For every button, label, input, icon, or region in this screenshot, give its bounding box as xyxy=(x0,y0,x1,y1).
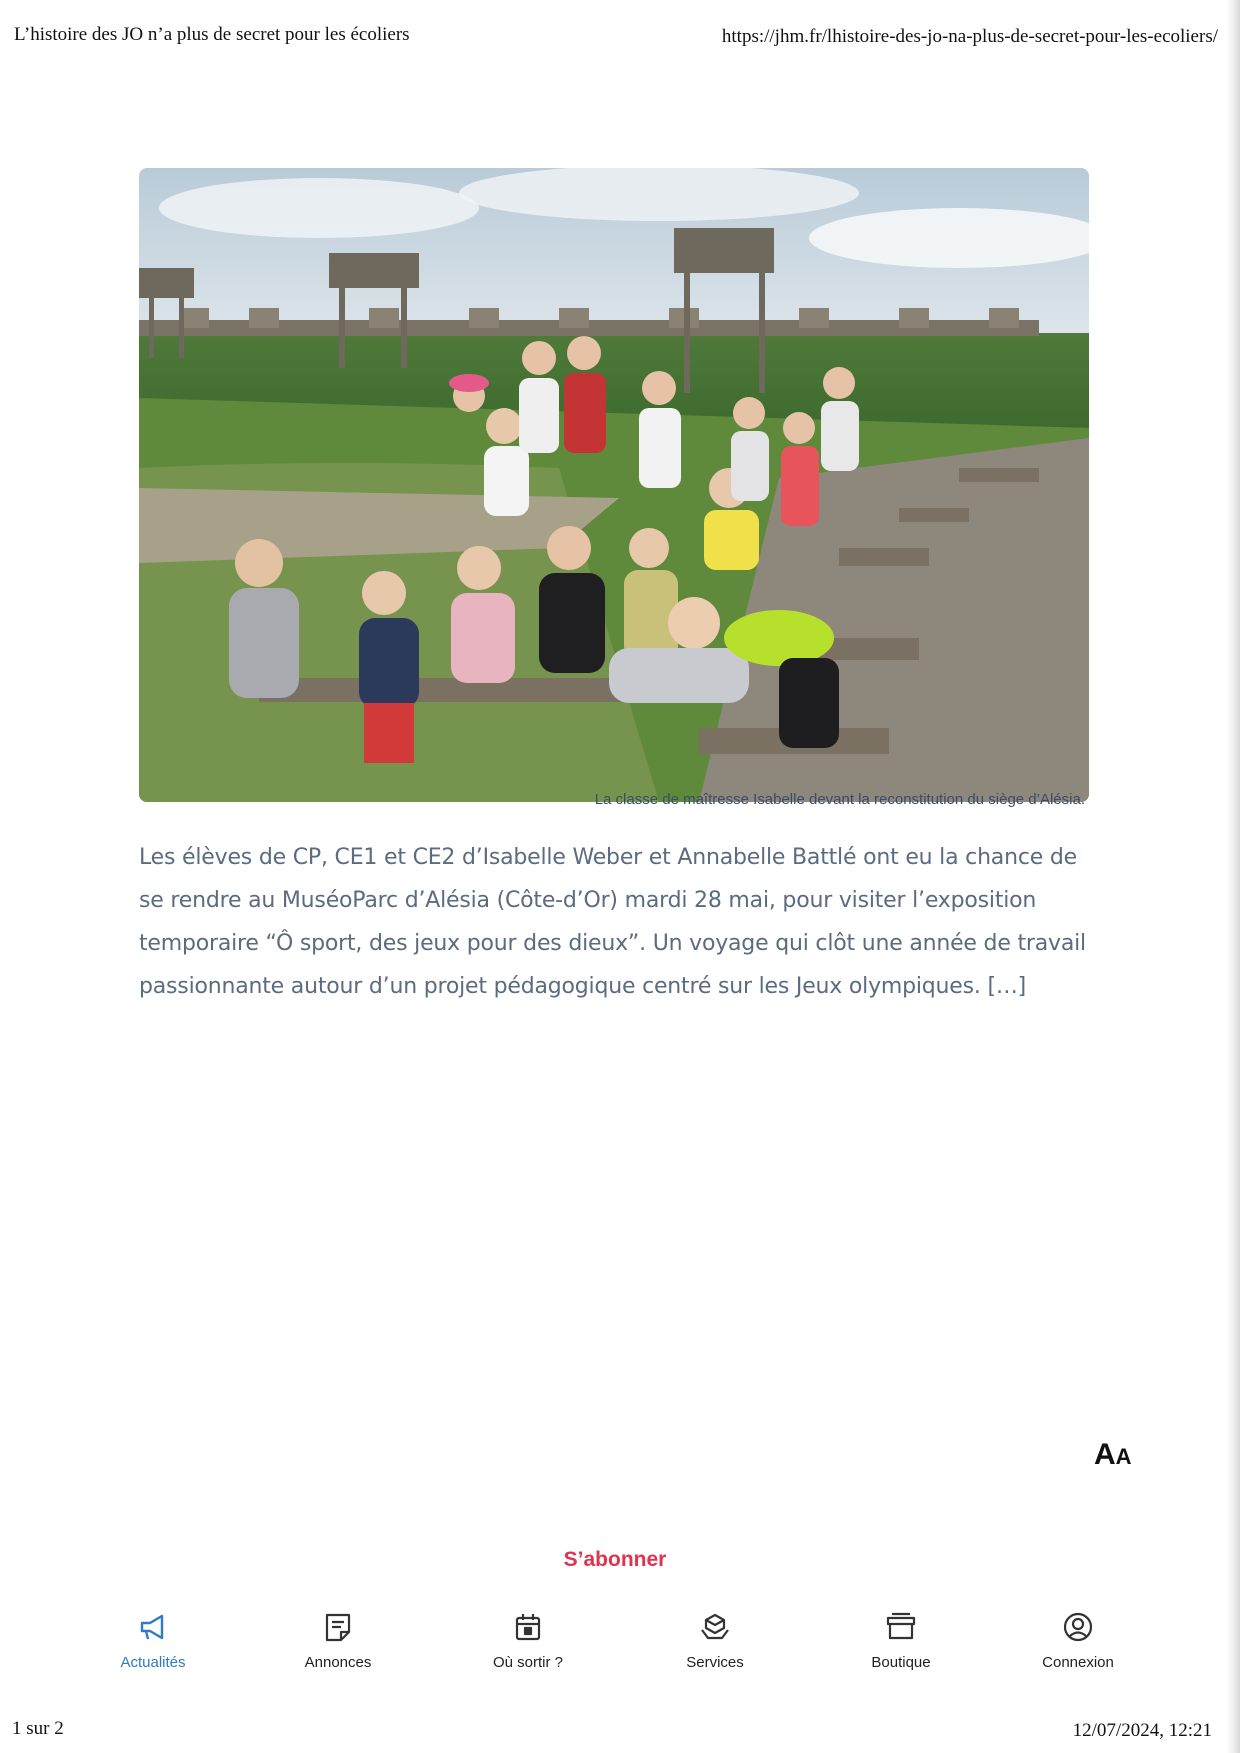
note-icon xyxy=(321,1610,355,1644)
nav-label-connexion: Connexion xyxy=(1042,1654,1114,1671)
nav-item-boutique[interactable] xyxy=(826,1610,976,1671)
print-header-title: L’histoire des JO n’a plus de secret pour les écoliers xyxy=(14,24,410,45)
print-footer-datetime: 12/07/2024, 12:21 xyxy=(1072,1720,1212,1741)
nav-label-annonces: Annonces xyxy=(304,1654,372,1671)
subscribe-button[interactable]: S’abonner xyxy=(563,1548,667,1571)
nav-label-actualites: Actualités xyxy=(120,1654,186,1671)
print-header-url: https://jhm.fr/lhistoire-des-jo-na-plus-de-secret-pour-les-ecoliers/ xyxy=(721,26,1218,47)
font-size-big-label: A xyxy=(1094,1438,1116,1471)
nav-item-ou-sortir[interactable] xyxy=(453,1610,603,1671)
article-photo xyxy=(139,168,1089,802)
nav-item-services[interactable] xyxy=(640,1610,790,1671)
user-icon xyxy=(1061,1610,1095,1644)
shop-icon xyxy=(884,1610,918,1644)
nav-item-actualites[interactable] xyxy=(78,1610,228,1671)
megaphone-icon xyxy=(136,1610,170,1644)
nav-item-connexion[interactable] xyxy=(1003,1610,1153,1671)
calendar-icon xyxy=(511,1610,545,1644)
print-footer-page: 1 sur 2 xyxy=(12,1718,64,1739)
nav-item-annonces[interactable] xyxy=(263,1610,413,1671)
nav-label-boutique: Boutique xyxy=(871,1654,931,1671)
hands-box-icon xyxy=(698,1610,732,1644)
nav-label-ou-sortir: Où sortir ? xyxy=(492,1654,564,1671)
bottom-nav xyxy=(60,1610,1220,1700)
font-size-small-label: A xyxy=(1115,1444,1132,1469)
photo-caption: La classe de maîtresse Isabelle devant la reconstitution du siège d’Alésia. xyxy=(594,791,1085,808)
article-body: Les élèves de CP, CE1 et CE2 d’Isabelle Weber et Annabelle Battlé ont eu la chance de se rendre au MuséoParc d’Alésia (Côte-d’Or) mardi 28 mai, pour visiter l’exposition temporaire “Ô sport, des jeux pour des dieux”. Un voyage qui clôt une année de travail passionnante autour d’un projet pédagogique centré sur les Jeux olympiques. […] xyxy=(139,845,1086,999)
font-size-toggle[interactable] xyxy=(1094,1438,1132,1472)
scan-edge-shadow xyxy=(1226,0,1240,1753)
nav-label-services: Services xyxy=(686,1654,744,1671)
